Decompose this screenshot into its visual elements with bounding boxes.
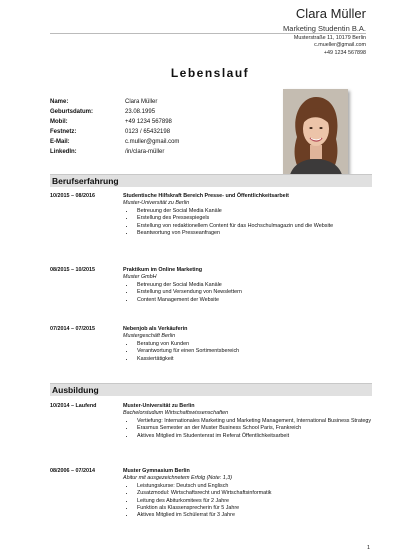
personal-label: LinkedIn: — [50, 149, 77, 155]
page-number: 1 — [367, 545, 370, 551]
experience-entry — [50, 193, 372, 237]
entry-body — [123, 468, 372, 520]
list-item: • Content Management der Website — [135, 297, 372, 304]
entry-title: Studentische Hilfskraft Bereich Presse- und Öffentlichkeitsarbeit — [123, 193, 289, 199]
education-entry — [50, 468, 372, 520]
list-item: • Aktives Mitglied im Studentenrat im Referat Öffentlichkeitsarbeit — [135, 433, 372, 440]
list-item: • Beantwortung von Presseanfragen — [135, 230, 372, 237]
list-item: • Leitung des Abiturkomitees für 2 Jahre — [135, 498, 372, 505]
header-email: c.mueller@gmail.com — [314, 42, 366, 49]
portrait-image — [283, 89, 348, 179]
personal-label: E-Mail: — [50, 139, 70, 145]
personal-row — [50, 117, 179, 127]
personal-label: Mobil: — [50, 119, 68, 125]
entry-date: 10/2014 – Laufend — [50, 403, 97, 409]
header-address: Musterstraße 11, 10179 Berlin — [293, 35, 366, 41]
list-item: • Leistungskurse: Deutsch und Englisch — [135, 483, 372, 490]
section-heading-education: Ausbildung — [50, 383, 372, 396]
entry-title: Praktikum im Online Marketing — [123, 267, 203, 273]
entry-bullets — [123, 418, 372, 440]
list-item: • Erstellung von redaktionellem Content für das Hochschulmagazin und die Website — [135, 223, 372, 230]
section-heading-experience: Berufserfahrung — [50, 174, 372, 187]
experience-entry — [50, 326, 372, 363]
entry-date: 08/2015 – 10/2015 — [50, 267, 95, 273]
list-item: • Vertiefung: Internationales Marketing und Marketing Management, International Business Strategy — [135, 418, 372, 425]
header-name: Clara Müller — [295, 6, 366, 21]
personal-value: Clara Müller — [125, 99, 158, 105]
entry-title: Nebenjob als Verkäuferin — [123, 326, 188, 332]
personal-row — [50, 137, 179, 147]
list-item: • Erstellung und Versendung von Newslettern — [135, 289, 372, 296]
document-title: Lebenslauf — [170, 66, 250, 80]
personal-row — [50, 97, 179, 107]
personal-row — [50, 107, 179, 117]
list-item: • Erasmus Semester an der Muster Business School Paris, Frankreich — [135, 425, 372, 432]
entry-bullets — [123, 483, 372, 520]
entry-date: 07/2014 – 07/2015 — [50, 326, 95, 332]
personal-label: Festnetz: — [50, 129, 77, 135]
list-item: • Kassiertätigkeit — [135, 356, 372, 363]
entry-title: Muster Gymnasium Berlin — [123, 468, 190, 474]
entry-organization: Muster-Universität zu Berlin — [123, 200, 190, 207]
personal-value: /in/clara-müller — [125, 149, 165, 155]
list-item: • Betreuung der Social Media Kanäle — [135, 208, 372, 215]
list-item: • Zusatzmodul: Wirtschaftsrecht und Wirtschaftsinformatik — [135, 490, 372, 497]
list-item: • Funktion als Klassensprecherin für 5 Jahre — [135, 505, 372, 512]
entry-title: Muster-Universität zu Berlin — [123, 403, 195, 409]
entry-bullets — [123, 282, 372, 304]
list-item: • Aktives Mitglied im Schülerrat für 3 Jahre — [135, 512, 372, 519]
entry-date: 08/2006 – 07/2014 — [50, 468, 95, 474]
list-item: • Erstellung des Pressespiegels — [135, 215, 372, 222]
entry-organization: Abitur mit ausgezeichnetem Erfolg (Note: 1,3) — [123, 475, 233, 482]
entry-organization: Bachelorstudium Wirtschaftswissenschaften — [123, 410, 229, 417]
header-phone: +49 1234 567898 — [323, 49, 366, 56]
education-entry — [50, 403, 372, 440]
entry-date: 10/2015 – 08/2016 — [50, 193, 95, 199]
personal-row — [50, 127, 179, 137]
experience-entry — [50, 267, 372, 304]
list-item: • Verantwortung für einen Sortimentsbereich — [135, 348, 372, 355]
entry-organization: Muster GmbH — [123, 274, 157, 281]
header-divider — [50, 33, 366, 34]
entry-body — [123, 326, 372, 363]
personal-value: +49 1234 567898 — [125, 119, 172, 125]
entry-organization: Mustergeschäft Berlin — [123, 333, 176, 340]
entry-bullets — [123, 341, 372, 363]
header-subtitle: Marketing Studentin B.A. — [283, 24, 366, 33]
personal-value: 0123 / 65432198 — [125, 129, 171, 135]
entry-body — [123, 403, 372, 440]
personal-row — [50, 147, 179, 157]
list-item: • Beratung von Kunden — [135, 341, 372, 348]
header-contact — [294, 35, 366, 57]
personal-label: Name: — [50, 99, 69, 105]
entry-bullets — [123, 208, 372, 238]
entry-body — [123, 267, 372, 304]
profile-photo — [283, 89, 348, 179]
personal-value: c.muller@gmail.com — [125, 139, 180, 145]
personal-label: Geburtsdatum: — [50, 109, 94, 115]
list-item: • Betreuung der Social Media Kanäle — [135, 282, 372, 289]
personal-value: 23.08.1995 — [125, 109, 156, 115]
personal-info — [50, 97, 179, 157]
entry-body — [123, 193, 372, 237]
